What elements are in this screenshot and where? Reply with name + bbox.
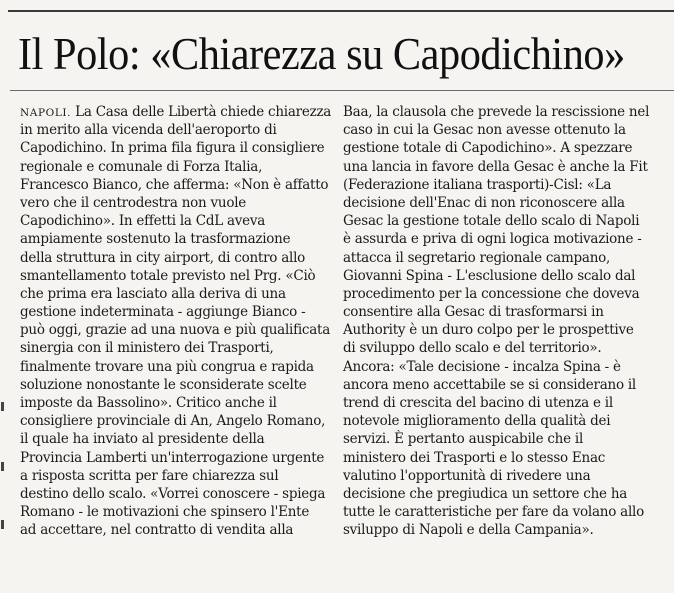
top-rule xyxy=(8,10,674,12)
article-column-right xyxy=(343,103,669,540)
article-line: Capodichino. In prima fila figura il consigliere xyxy=(20,140,325,157)
article-line: imposte da Bassolino». Critico anche il xyxy=(20,395,277,411)
print-mark xyxy=(1,462,4,471)
article-line: servizi. È pertanto auspicabile che il xyxy=(343,431,584,448)
article-line: ampiamente sostenuto la trasformazione xyxy=(20,231,291,248)
article-line: decisione dell'Enac di non riconoscere alla xyxy=(343,194,625,211)
article-line: una lancia in favore della Gesac è anche la Fit xyxy=(343,158,648,175)
article-line: (Federazione italiana trasporti)-Cisl: «La xyxy=(343,176,612,193)
article-line: tutte le caratteristiche per fare da volano allo xyxy=(343,504,644,521)
headline-rule xyxy=(10,90,674,91)
article-line: Baa, la clausola che prevede la rescissione nel xyxy=(343,104,650,120)
article-line: regionale e comunale di Forza Italia, xyxy=(20,158,263,175)
print-mark xyxy=(1,402,4,411)
article-line: consigliere provinciale di An, Angelo Romano, xyxy=(20,413,326,430)
article-line: vero che il centrodestra non vuole xyxy=(20,194,247,211)
article-line: valutino l'opportunità di rivedere una xyxy=(343,467,591,484)
article-line: decisione che pregiudica un settore che ha xyxy=(343,485,628,502)
headline: Il Polo: «Chiarezza su Capodichino» xyxy=(18,28,625,79)
adjacent-column-fragment xyxy=(0,400,6,540)
article-line: può oggi, grazie ad una nuova e più qualificata xyxy=(20,322,331,339)
article-line: caso in cui la Gesac non avesse ottenuto la xyxy=(343,122,626,139)
article-line xyxy=(20,103,330,121)
article-line: notevole miglioramento della qualità dei xyxy=(343,413,611,430)
article-line: Gesac la gestione totale dello scalo di Napoli xyxy=(343,213,640,230)
article-line: finalmente trovare una più congrua e rapida xyxy=(20,358,314,375)
article-line: Ancora: «Tale decisione - incalza Spina - è xyxy=(343,358,621,375)
article-line: smantellamento totale previsto nel Prg. «Ciò xyxy=(20,267,316,284)
article-line: gestione totale di Capodichino». A spezzare xyxy=(343,140,633,157)
article-line: che prima era lasciato alla deriva di una xyxy=(20,285,286,302)
article-line: sviluppo di Napoli e della Campania». xyxy=(343,522,594,539)
article-line: gestione indeterminata - aggiunge Bianco - xyxy=(20,304,306,321)
article-line: attacca il segretario regionale campano, xyxy=(343,249,611,266)
article-line: ministero dei Trasporti e lo stesso Enac xyxy=(343,449,606,466)
article-line: sinergia con il ministero dei Trasporti, xyxy=(20,340,274,357)
dateline: NAPOLI. xyxy=(20,107,72,119)
article-line: destino dello scalo. «Vorrei conoscere - spiega xyxy=(20,485,326,502)
article-line: a risposta scritta per fare chiarezza sul xyxy=(20,467,279,484)
article-line: procedimento per la concessione che doveva xyxy=(343,285,640,302)
article-line: Capodichino». In effetti la CdL aveva xyxy=(20,213,266,230)
article-line: della struttura in city airport, di contro allo xyxy=(20,249,306,266)
article-line: Romano - le motivazioni che spinsero l'Ente xyxy=(20,504,310,521)
article-line: Giovanni Spina - L'esclusione dello scalo dal xyxy=(343,267,636,284)
article-line: ad accettare, nel contratto di vendita alla xyxy=(20,522,294,539)
article-line: Provincia Lamberti un'interrogazione urgente xyxy=(20,449,325,466)
article-line: Authority è un duro colpo per le prospettive xyxy=(343,322,634,339)
article-line: è assurda e priva di ogni logica motivazione - xyxy=(343,231,642,248)
article-line: trend di crescita del bacino di utenza e il xyxy=(343,395,613,411)
article-line: Francesco Bianco, che afferma: «Non è affatto xyxy=(20,176,329,193)
print-mark xyxy=(1,520,4,529)
article-line: in merito alla vicenda dell'aeroporto di xyxy=(20,122,277,139)
article-line: il quale ha inviato al presidente della xyxy=(20,431,265,448)
article-line: consentire alla Gesac di trasformarsi in xyxy=(343,304,604,321)
article-line: di sviluppo dello scalo e del territorio». xyxy=(343,340,602,357)
article-line: soluzione nonostante le sconsiderate scelte xyxy=(20,376,307,393)
line-text: La Casa delle Libertà chiede chiarezza xyxy=(71,104,332,120)
article-line: ancora meno accettabile se si considerano il xyxy=(343,376,637,393)
article-column-left xyxy=(20,103,330,540)
